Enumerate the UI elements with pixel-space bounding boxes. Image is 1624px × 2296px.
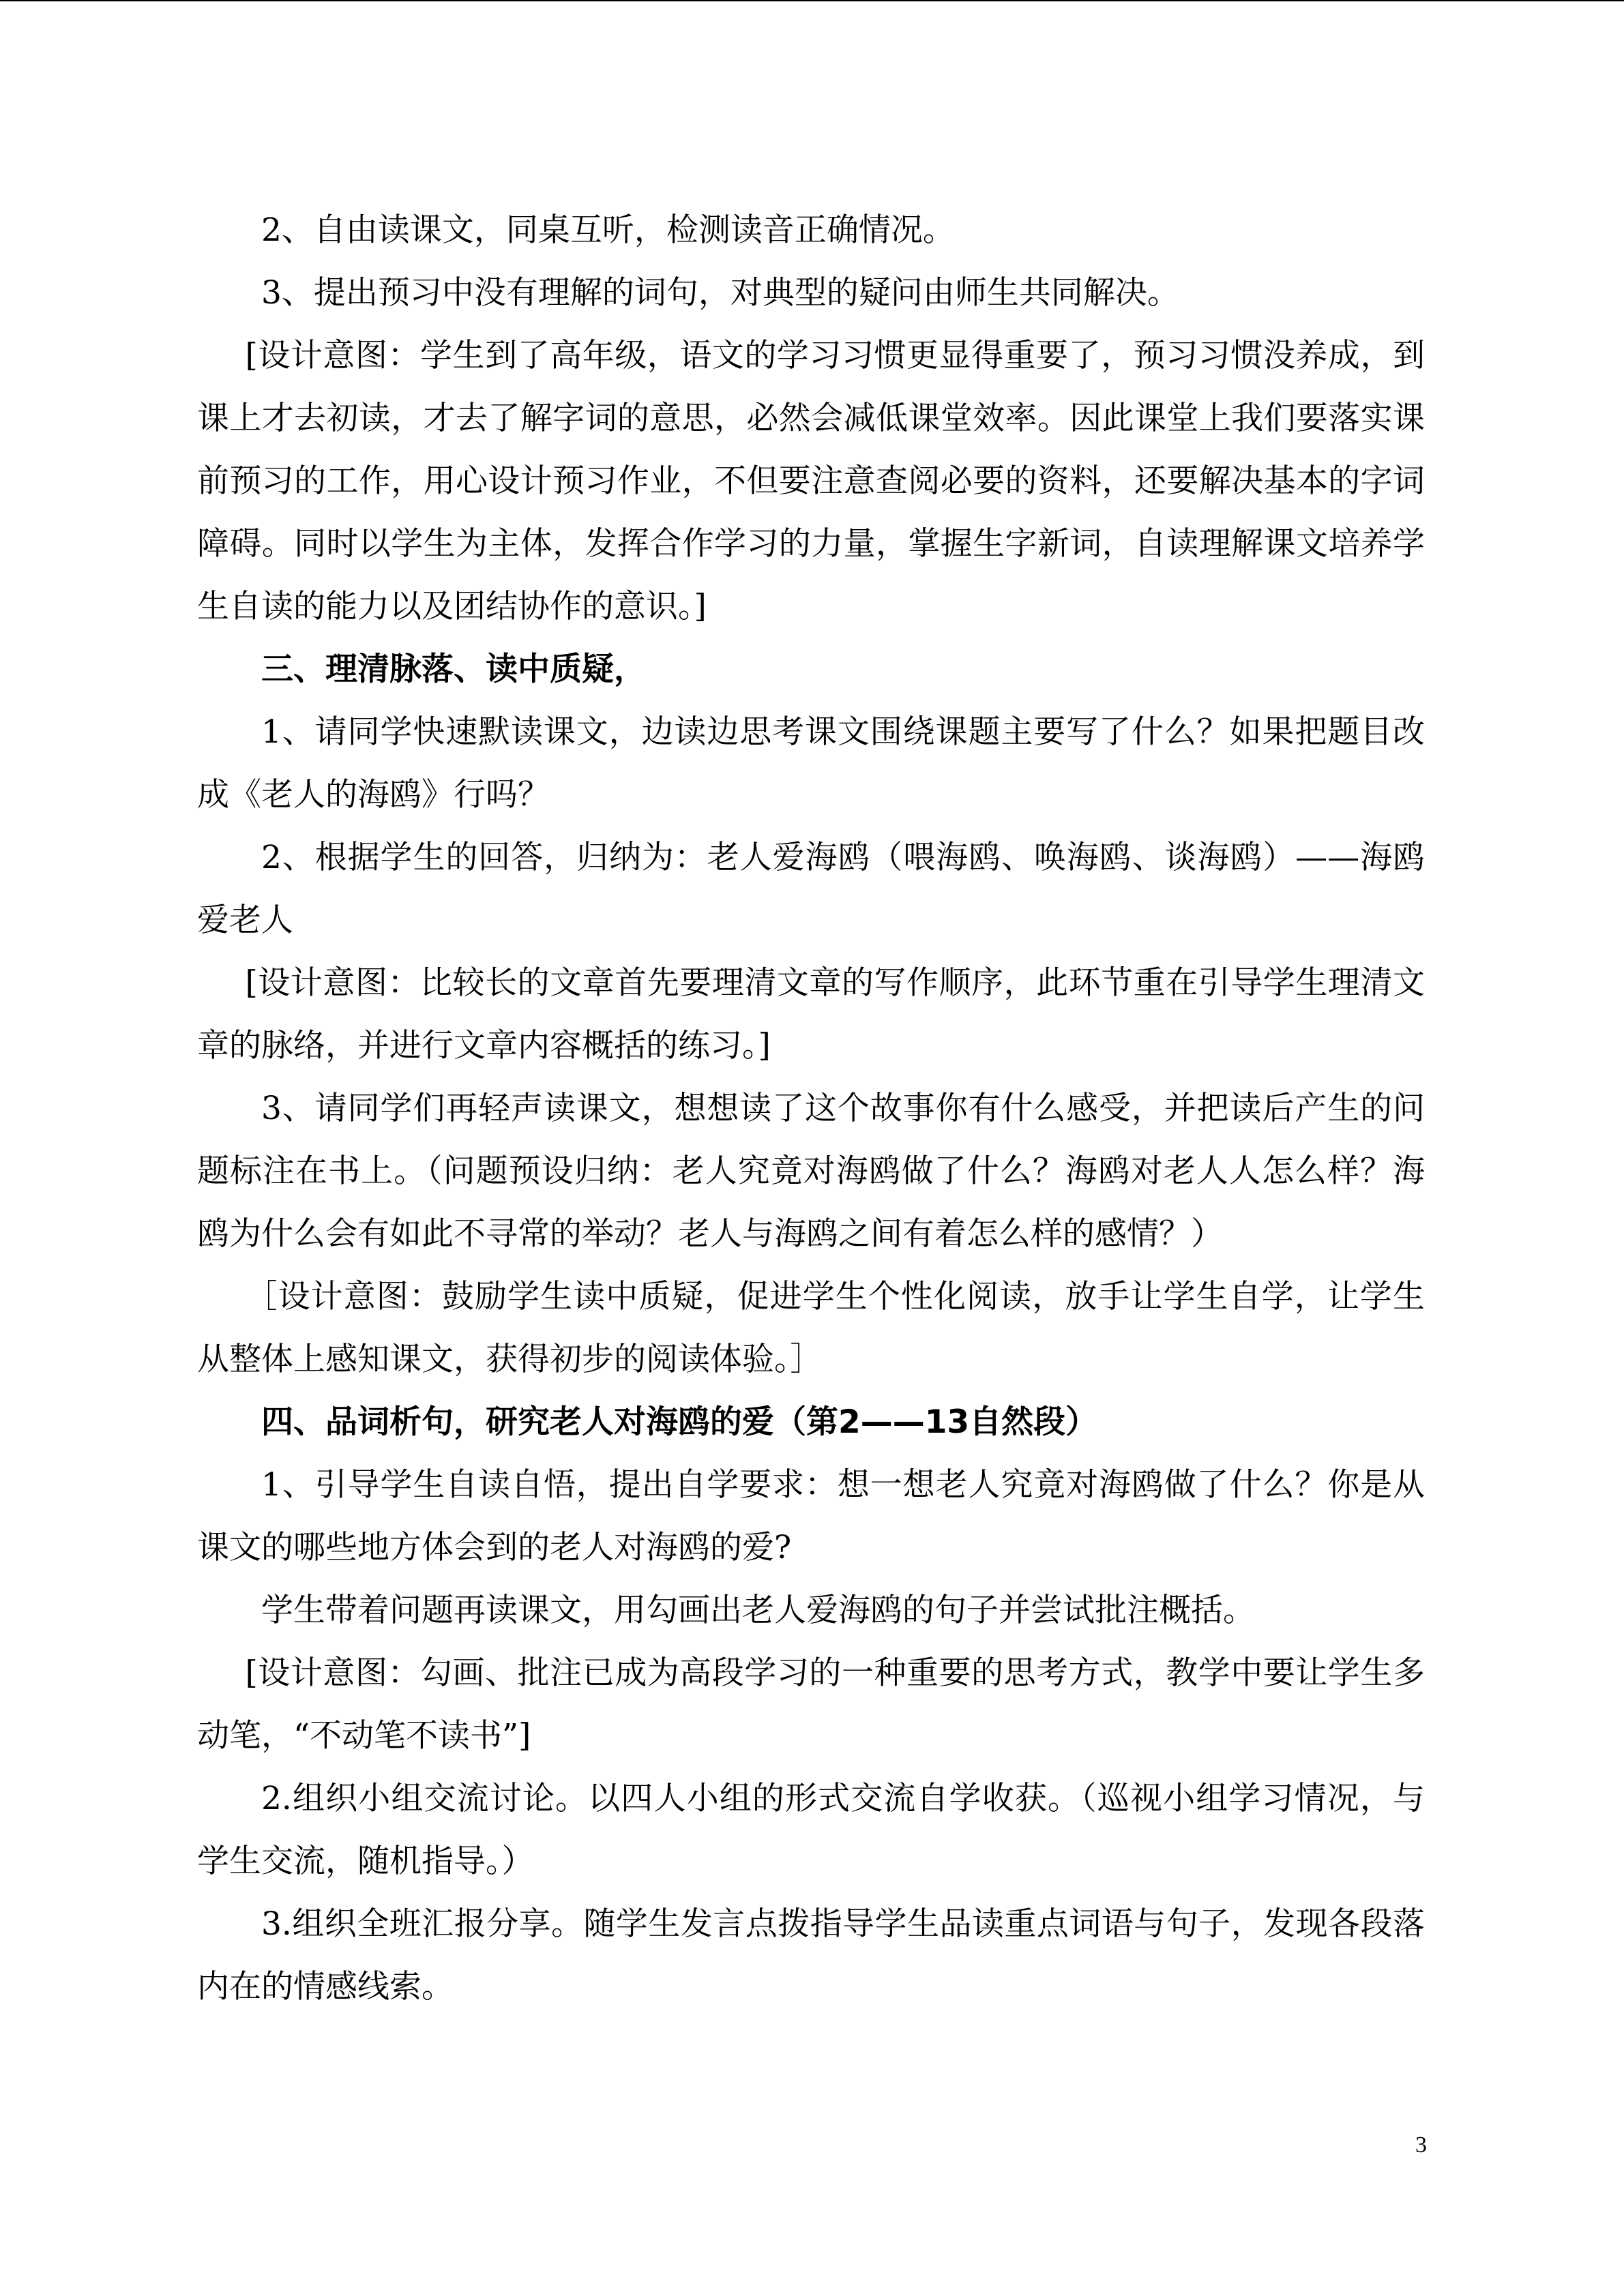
paragraph-step-2: 2、自由读课文，同桌互听，检测读音正确情况。: [261, 211, 955, 249]
paragraph-student-reading: 学生带着问题再读课文，用勾画出老人爱海鸥的句子并尝试批注概括。: [261, 1592, 1255, 1629]
design-intent-note: [设计意图：勾画、批注已成为高段学习的一种重要的思考方式，教学中要让学生多动笔，“不动笔不读书”]: [197, 1654, 1425, 1755]
paragraph-question-1: 1、请同学快速默读课文，边读边思考课文围绕课题主要写了什么？如果把题目改成《老人的海鸥》行吗？: [197, 713, 1425, 814]
design-intent-note: ［设计意图：鼓励学生读中质疑，促进学生个性化阅读，放手让学生自学，让学生从整体上感知课文，获得初步的阅读体验。］: [197, 1278, 1425, 1378]
section-heading-3: 三、理清脉落、读中质疑，: [261, 651, 646, 688]
design-intent-note: [设计意图：比较长的文章首先要理清文章的写作顺序，此环节重在引导学生理清文章的脉络，并进行文章内容概括的练习。]: [197, 964, 1425, 1064]
page-number: 3: [1415, 2132, 1427, 2158]
paragraph-guidance-1: 1、引导学生自读自悟，提出自学要求：想一想老人究竟对海鸥做了什么？你是从课文的哪些地方体会到的老人对海鸥的爱?: [197, 1466, 1425, 1566]
paragraph-step-3: 3、提出预习中没有理解的词句，对典型的疑问由师生共同解决。: [261, 274, 1179, 312]
paragraph-question-3: 3、请同学们再轻声读课文，想想读了这个故事你有什么感受，并把读后产生的问题标注在书上。（问题预设归纳：老人究竟对海鸥做了什么？海鸥对老人人怎么样？海鸥为什么会有如此不寻常的举动？老人与海鸥之间有着怎么样的感情？）: [197, 1090, 1425, 1253]
paragraph-summary-2: 2、根据学生的回答，归纳为：老人爱海鸥（喂海鸥、唤海鸥、谈海鸥）——海鸥爱老人: [197, 839, 1425, 939]
paragraph-class-report: 3.组织全班汇报分享。随学生发言点拨指导学生品读重点词语与句子，发现各段落内在的情感线索。: [197, 1905, 1425, 2006]
paragraph-group-discussion: 2.组织小组交流讨论。以四人小组的形式交流自学收获。（巡视小组学习情况，与学生交流，随机指导。）: [197, 1780, 1425, 1880]
design-intent-note: [设计意图：学生到了高年级，语文的学习习惯更显得重要了，预习习惯没养成，到课上才去初读，才去了解字词的意思，必然会减低课堂效率。因此课堂上我们要落实课前预习的工作，用心设计预习作业，不但要注意查阅必要的资料，还要解决基本的字词障碍。同时以学生为主体，发挥合作学习的力量，掌握生字新词，自读理解课文培养学生自读的能力以及团结协作的意识。]: [197, 337, 1425, 625]
page-body: [197, 199, 1425, 2018]
section-heading-4: 四、品词析句，研究老人对海鸥的爱（第2——13自然段）: [261, 1403, 1098, 1441]
